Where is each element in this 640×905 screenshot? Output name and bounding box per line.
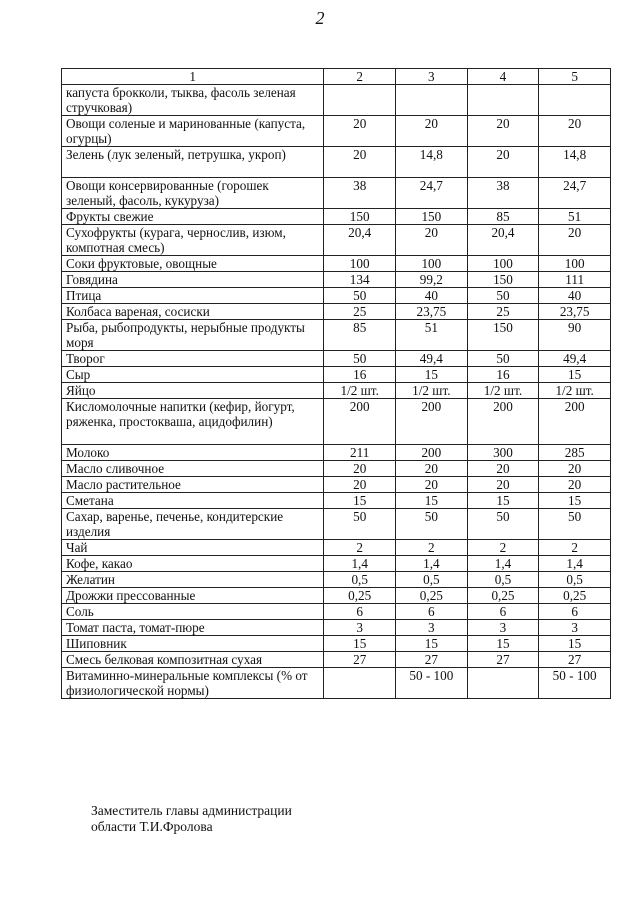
value-cell-col-2: 200 <box>324 399 396 445</box>
value-cell-col-5: 40 <box>539 288 611 304</box>
value-cell-col-2: 20 <box>324 116 396 147</box>
table-row <box>62 572 611 588</box>
value-cell-col-3: 27 <box>396 652 468 668</box>
value-cell-col-5: 100 <box>539 256 611 272</box>
value-cell-col-2: 3 <box>324 620 396 636</box>
product-name-cell: Яйцо <box>62 383 324 399</box>
product-name-cell: Смесь белковая композитная сухая <box>62 652 324 668</box>
product-name-cell: Масло растительное <box>62 477 324 493</box>
table-row <box>62 272 611 288</box>
value-cell-col-4: 1/2 шт. <box>467 383 539 399</box>
value-cell-col-3: 40 <box>396 288 468 304</box>
value-cell-col-4: 3 <box>467 620 539 636</box>
value-cell-col-2: 50 <box>324 351 396 367</box>
table-row <box>62 604 611 620</box>
value-cell-col-2: 0,25 <box>324 588 396 604</box>
table-header-row <box>62 69 611 85</box>
table-row <box>62 668 611 699</box>
value-cell-col-5: 0,5 <box>539 572 611 588</box>
value-cell-col-3: 50 <box>396 509 468 540</box>
value-cell-col-5: 50 <box>539 509 611 540</box>
value-cell-col-4: 1,4 <box>467 556 539 572</box>
value-cell-col-3: 1,4 <box>396 556 468 572</box>
product-name-cell: Овощи консервированные (горошек зеленый, фасоль, кукуруза) <box>62 178 324 209</box>
value-cell-col-2: 15 <box>324 493 396 509</box>
product-name-cell: Масло сливочное <box>62 461 324 477</box>
value-cell-col-3: 49,4 <box>396 351 468 367</box>
value-cell-col-4: 20 <box>467 461 539 477</box>
table-row <box>62 288 611 304</box>
value-cell-col-5: 0,25 <box>539 588 611 604</box>
value-cell-col-2: 50 <box>324 509 396 540</box>
table-row <box>62 509 611 540</box>
value-cell-col-2: 15 <box>324 636 396 652</box>
value-cell-col-3: 1/2 шт. <box>396 383 468 399</box>
value-cell-col-3: 99,2 <box>396 272 468 288</box>
value-cell-col-2: 85 <box>324 320 396 351</box>
value-cell-col-4: 20 <box>467 116 539 147</box>
table-row <box>62 304 611 320</box>
header-col-4: 4 <box>467 69 539 85</box>
table-row <box>62 351 611 367</box>
value-cell-col-5: 200 <box>539 399 611 445</box>
value-cell-col-3: 50 - 100 <box>396 668 468 699</box>
value-cell-col-4: 150 <box>467 272 539 288</box>
value-cell-col-2: 20,4 <box>324 225 396 256</box>
value-cell-col-5: 3 <box>539 620 611 636</box>
table-row <box>62 320 611 351</box>
value-cell-col-3: 100 <box>396 256 468 272</box>
value-cell-col-2: 134 <box>324 272 396 288</box>
product-name-cell: Соль <box>62 604 324 620</box>
value-cell-col-3: 2 <box>396 540 468 556</box>
value-cell-col-5: 20 <box>539 225 611 256</box>
table-row <box>62 178 611 209</box>
value-cell-col-3: 51 <box>396 320 468 351</box>
value-cell-col-3: 15 <box>396 636 468 652</box>
value-cell-col-5: 285 <box>539 445 611 461</box>
food-norms-table <box>61 68 611 699</box>
value-cell-col-4: 25 <box>467 304 539 320</box>
table-row <box>62 620 611 636</box>
value-cell-col-2: 27 <box>324 652 396 668</box>
product-name-cell: Творог <box>62 351 324 367</box>
table-row <box>62 399 611 445</box>
product-name-cell: Зелень (лук зеленый, петрушка, укроп) <box>62 147 324 178</box>
value-cell-col-4: 16 <box>467 367 539 383</box>
table-row <box>62 477 611 493</box>
value-cell-col-2: 16 <box>324 367 396 383</box>
value-cell-col-3: 20 <box>396 225 468 256</box>
value-cell-col-4: 0,5 <box>467 572 539 588</box>
table-row <box>62 367 611 383</box>
value-cell-col-5: 1/2 шт. <box>539 383 611 399</box>
value-cell-col-4: 2 <box>467 540 539 556</box>
value-cell-col-5: 23,75 <box>539 304 611 320</box>
value-cell-col-5: 90 <box>539 320 611 351</box>
value-cell-col-2 <box>324 668 396 699</box>
value-cell-col-5: 27 <box>539 652 611 668</box>
header-col-2: 2 <box>324 69 396 85</box>
product-name-cell: Дрожжи прессованные <box>62 588 324 604</box>
value-cell-col-2: 1/2 шт. <box>324 383 396 399</box>
value-cell-col-3: 150 <box>396 209 468 225</box>
value-cell-col-3: 20 <box>396 461 468 477</box>
product-name-cell: Сметана <box>62 493 324 509</box>
product-name-cell: Кофе, какао <box>62 556 324 572</box>
table-row <box>62 85 611 116</box>
table-row <box>62 209 611 225</box>
product-name-cell: Сухофрукты (курага, чернослив, изюм, компотная смесь) <box>62 225 324 256</box>
value-cell-col-2 <box>324 85 396 116</box>
value-cell-col-5: 15 <box>539 636 611 652</box>
product-name-cell: капуста брокколи, тыква, фасоль зеленая стручковая) <box>62 85 324 116</box>
value-cell-col-2: 20 <box>324 461 396 477</box>
signature-block <box>91 803 292 835</box>
value-cell-col-5: 6 <box>539 604 611 620</box>
product-name-cell: Чай <box>62 540 324 556</box>
header-col-5: 5 <box>539 69 611 85</box>
table-row <box>62 461 611 477</box>
value-cell-col-3: 0,5 <box>396 572 468 588</box>
value-cell-col-4: 50 <box>467 509 539 540</box>
value-cell-col-3: 6 <box>396 604 468 620</box>
value-cell-col-2: 2 <box>324 540 396 556</box>
value-cell-col-4: 27 <box>467 652 539 668</box>
product-name-cell: Говядина <box>62 272 324 288</box>
value-cell-col-5 <box>539 85 611 116</box>
page-number: 2 <box>315 8 325 28</box>
value-cell-col-3: 200 <box>396 445 468 461</box>
product-name-cell: Томат паста, томат-пюре <box>62 620 324 636</box>
value-cell-col-5: 24,7 <box>539 178 611 209</box>
value-cell-col-3: 0,25 <box>396 588 468 604</box>
value-cell-col-3: 24,7 <box>396 178 468 209</box>
value-cell-col-2: 20 <box>324 147 396 178</box>
value-cell-col-3 <box>396 85 468 116</box>
value-cell-col-2: 25 <box>324 304 396 320</box>
value-cell-col-3: 200 <box>396 399 468 445</box>
value-cell-col-4: 15 <box>467 493 539 509</box>
value-cell-col-5: 20 <box>539 477 611 493</box>
value-cell-col-2: 6 <box>324 604 396 620</box>
value-cell-col-2: 20 <box>324 477 396 493</box>
product-name-cell: Сахар, варенье, печенье, кондитерские изделия <box>62 509 324 540</box>
value-cell-col-2: 38 <box>324 178 396 209</box>
value-cell-col-2: 211 <box>324 445 396 461</box>
product-name-cell: Фрукты свежие <box>62 209 324 225</box>
value-cell-col-5: 50 - 100 <box>539 668 611 699</box>
value-cell-col-4: 38 <box>467 178 539 209</box>
table-row <box>62 540 611 556</box>
value-cell-col-4: 20,4 <box>467 225 539 256</box>
product-name-cell: Птица <box>62 288 324 304</box>
product-name-cell: Витаминно-минеральные комплексы (% от физиологической нормы) <box>62 668 324 699</box>
value-cell-col-5: 111 <box>539 272 611 288</box>
table-row <box>62 556 611 572</box>
value-cell-col-5: 20 <box>539 116 611 147</box>
value-cell-col-4: 50 <box>467 351 539 367</box>
value-cell-col-5: 15 <box>539 367 611 383</box>
value-cell-col-3: 3 <box>396 620 468 636</box>
table-row <box>62 116 611 147</box>
table-row <box>62 652 611 668</box>
value-cell-col-2: 1,4 <box>324 556 396 572</box>
value-cell-col-4: 0,25 <box>467 588 539 604</box>
table-row <box>62 147 611 178</box>
value-cell-col-3: 20 <box>396 116 468 147</box>
header-col-3: 3 <box>396 69 468 85</box>
value-cell-col-4: 20 <box>467 477 539 493</box>
table-row <box>62 588 611 604</box>
value-cell-col-5: 20 <box>539 461 611 477</box>
value-cell-col-5: 2 <box>539 540 611 556</box>
signature-name: области Т.И.Фролова <box>91 819 213 834</box>
value-cell-col-4 <box>467 668 539 699</box>
value-cell-col-3: 14,8 <box>396 147 468 178</box>
value-cell-col-4: 85 <box>467 209 539 225</box>
value-cell-col-5: 14,8 <box>539 147 611 178</box>
table-row <box>62 445 611 461</box>
product-name-cell: Соки фруктовые, овощные <box>62 256 324 272</box>
value-cell-col-4: 150 <box>467 320 539 351</box>
value-cell-col-3: 15 <box>396 493 468 509</box>
value-cell-col-4: 100 <box>467 256 539 272</box>
value-cell-col-2: 50 <box>324 288 396 304</box>
value-cell-col-5: 49,4 <box>539 351 611 367</box>
value-cell-col-5: 15 <box>539 493 611 509</box>
value-cell-col-3: 23,75 <box>396 304 468 320</box>
value-cell-col-5: 51 <box>539 209 611 225</box>
value-cell-col-3: 15 <box>396 367 468 383</box>
product-name-cell: Молоко <box>62 445 324 461</box>
value-cell-col-3: 20 <box>396 477 468 493</box>
product-name-cell: Овощи соленые и маринованные (капуста, огурцы) <box>62 116 324 147</box>
value-cell-col-4: 300 <box>467 445 539 461</box>
signature-position: Заместитель главы администрации <box>91 803 292 818</box>
value-cell-col-4: 20 <box>467 147 539 178</box>
product-name-cell: Колбаса вареная, сосиски <box>62 304 324 320</box>
value-cell-col-4: 200 <box>467 399 539 445</box>
value-cell-col-2: 150 <box>324 209 396 225</box>
value-cell-col-2: 0,5 <box>324 572 396 588</box>
table-row <box>62 636 611 652</box>
table-row <box>62 493 611 509</box>
table-row <box>62 225 611 256</box>
product-name-cell: Желатин <box>62 572 324 588</box>
value-cell-col-4: 50 <box>467 288 539 304</box>
product-name-cell: Кисломолочные напитки (кефир, йогурт, ряженка, простокваша, ацидофилин) <box>62 399 324 445</box>
value-cell-col-5: 1,4 <box>539 556 611 572</box>
header-col-1: 1 <box>62 69 324 85</box>
product-name-cell: Шиповник <box>62 636 324 652</box>
product-name-cell: Рыба, рыбопродукты, нерыбные продукты моря <box>62 320 324 351</box>
table-row <box>62 256 611 272</box>
value-cell-col-4: 15 <box>467 636 539 652</box>
value-cell-col-4: 6 <box>467 604 539 620</box>
value-cell-col-2: 100 <box>324 256 396 272</box>
table-row <box>62 383 611 399</box>
value-cell-col-4 <box>467 85 539 116</box>
product-name-cell: Сыр <box>62 367 324 383</box>
table-body <box>62 85 611 699</box>
